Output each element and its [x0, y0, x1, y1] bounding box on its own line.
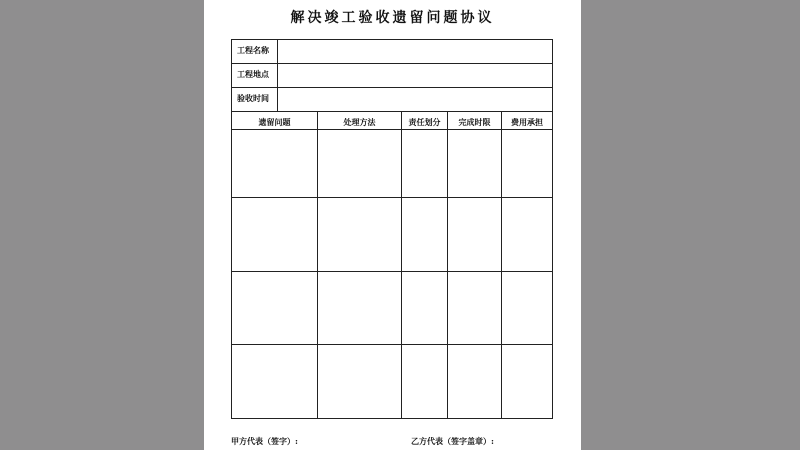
info-label-divider	[277, 40, 278, 111]
column-header-deadline: 完成时限	[458, 117, 491, 127]
info-label-acceptance-time: 验收时间	[237, 93, 269, 103]
column-header-issue: 遗留问题	[258, 117, 291, 127]
info-label-project-location: 工程地点	[237, 69, 269, 79]
table-row[interactable]	[232, 198, 552, 271]
column-header-method: 处理方法	[343, 117, 376, 127]
column-header-responsibility: 责任划分	[408, 117, 441, 127]
party-a-signature: 甲方代表（签字）:	[231, 436, 298, 446]
party-b-signature: 乙方代表（签字盖章）:	[411, 436, 494, 446]
column-header-cost: 费用承担	[511, 117, 543, 127]
project-name-field[interactable]	[278, 40, 552, 63]
document-title: 解决竣工验收遗留问题协议	[290, 10, 495, 26]
agreement-form	[231, 39, 553, 419]
document-page	[204, 0, 581, 450]
info-label-project-name: 工程名称	[237, 45, 269, 55]
table-row[interactable]	[232, 272, 552, 344]
project-location-field[interactable]	[278, 64, 552, 87]
table-row[interactable]	[232, 130, 552, 197]
table-row[interactable]	[232, 345, 552, 418]
row-divider	[232, 111, 552, 112]
acceptance-time-field[interactable]	[278, 88, 552, 111]
